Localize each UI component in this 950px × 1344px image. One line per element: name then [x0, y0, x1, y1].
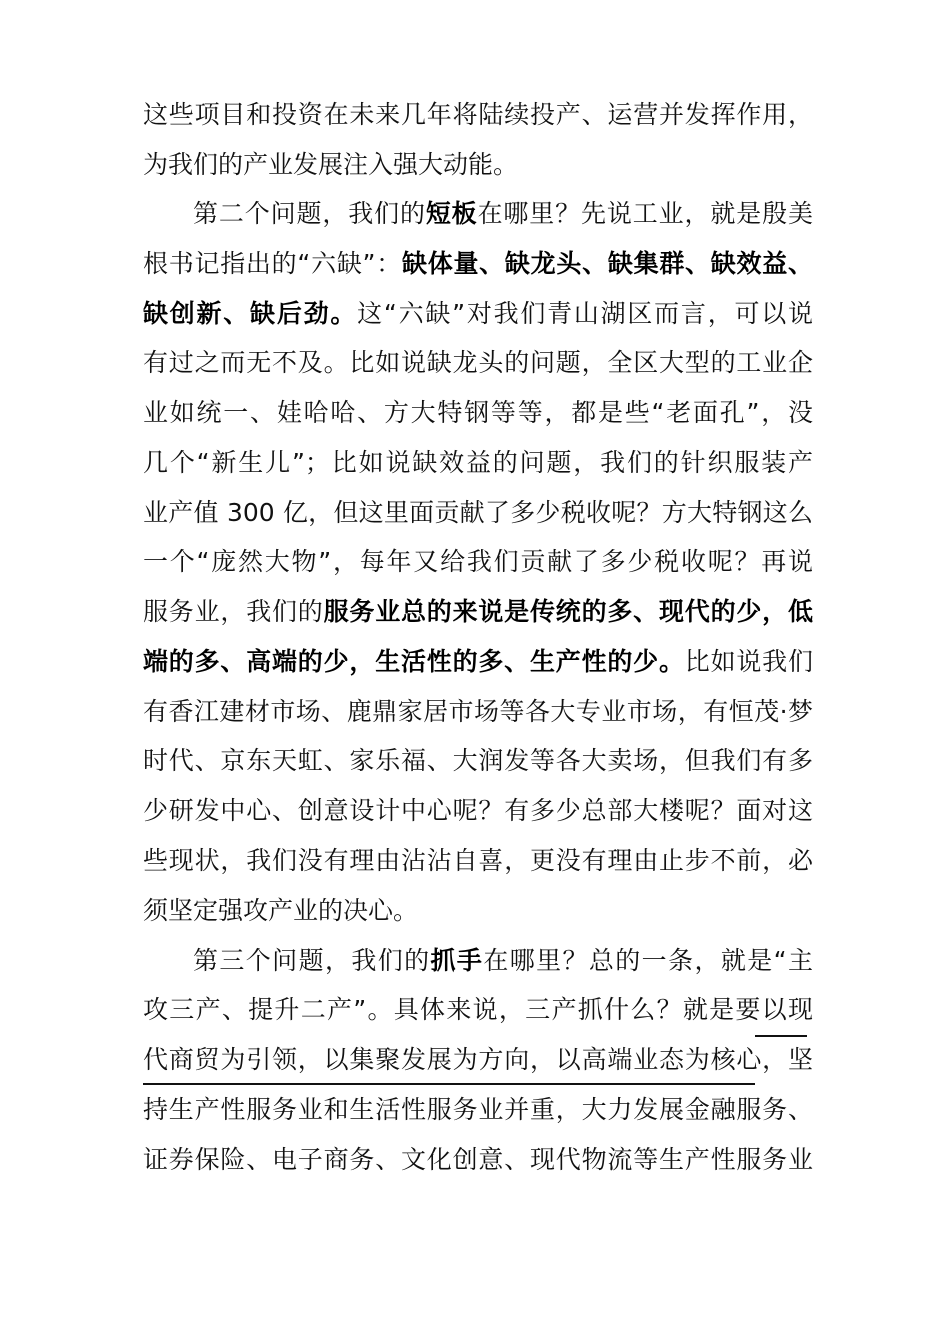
- text-run: 在哪里？总的一条，就是“主: [483, 946, 813, 975]
- text-line-7: [143, 388, 813, 438]
- bold-text-run: 缺创新、缺后劲。: [143, 299, 358, 328]
- text-line-22: [143, 1135, 813, 1185]
- bold-text-run: 端的多、高端的少，生活性的多、生产性的少。: [143, 647, 685, 676]
- underline-rule-upper: [755, 1035, 807, 1037]
- text-line-14: [143, 736, 813, 786]
- text-line-18: [193, 936, 813, 986]
- text-run: 有香江建材市场、鹿鼎家居市场等各大专业市场，有恒茂·梦: [143, 697, 813, 726]
- text-line-3: [193, 189, 813, 239]
- text-line-11: [143, 587, 813, 637]
- text-line-1: [143, 90, 813, 140]
- text-run: 业如统一、娃哈哈、方大特钢等等，都是些“老面孔”，没: [143, 398, 813, 427]
- text-line-15: [143, 786, 813, 836]
- underline-rule-lower: [143, 1083, 755, 1085]
- text-line-13: [143, 687, 813, 737]
- text-run: 证券保险、电子商务、文化创意、现代物流等生产性服务业: [143, 1145, 813, 1174]
- bold-text-run: 抓手: [430, 946, 484, 975]
- text-run: 第二个问题，我们的: [193, 199, 426, 228]
- text-run: 在哪里？先说工业，就是殷美: [477, 199, 813, 228]
- text-line-21: [143, 1085, 813, 1135]
- text-run: 根书记指出的“六缺”：: [143, 249, 402, 278]
- text-line-6: [143, 338, 813, 388]
- text-line-5: [143, 289, 813, 339]
- text-run: 业产值 300 亿，但这里面贡献了多少税收呢？方大特钢这么: [143, 498, 813, 527]
- text-run: 攻三产、提升二产”。具体来说，三产抓什么？就是要以现: [143, 995, 813, 1024]
- text-run: 须坚定强攻产业的决心。: [143, 896, 419, 925]
- bold-text-run: 服务业总的来说是传统的多、现代的少，低: [323, 597, 813, 626]
- text-line-4: [143, 239, 813, 289]
- text-run: 些现状，我们没有理由沾沾自喜，更没有理由止步不前，必: [143, 846, 813, 875]
- text-run: 几个“新生儿”；比如说缺效益的问题，我们的针织服装产: [143, 448, 813, 477]
- text-line-16: [143, 836, 813, 886]
- text-run: 这些项目和投资在未来几年将陆续投产、运营并发挥作用，: [143, 100, 813, 129]
- text-line-19: [143, 985, 813, 1035]
- text-run: 少研发中心、创意设计中心呢？有多少总部大楼呢？面对这: [143, 796, 813, 825]
- text-run: 代商贸为引领，以集聚发展为方向，以高端业态为核心，坚: [143, 1045, 813, 1074]
- text-line-12: [143, 637, 813, 687]
- text-run: 持生产性服务业和生活性服务业并重，大力发展金融服务、: [143, 1095, 813, 1124]
- text-run: 一个“庞然大物”，每年又给我们贡献了多少税收呢？再说: [143, 547, 813, 576]
- text-run: 为我们的产业发展注入强大动能。: [143, 150, 519, 179]
- text-run: 有过之而无不及。比如说缺龙头的问题，全区大型的工业企: [143, 348, 813, 377]
- text-run: 比如说我们: [684, 647, 813, 676]
- text-line-10: [143, 537, 813, 587]
- text-line-20: [143, 1035, 813, 1085]
- text-line-2: [143, 140, 813, 190]
- text-run: 服务业，我们的: [143, 597, 324, 626]
- text-run: 时代、京东天虹、家乐福、大润发等各大卖场，但我们有多: [143, 746, 813, 775]
- text-line-9: [143, 488, 813, 538]
- bold-text-run: 短板: [425, 199, 478, 228]
- text-line-17: [143, 886, 813, 936]
- text-run: 这“六缺”对我们青山湖区而言，可以说: [357, 299, 813, 328]
- text-line-8: [143, 438, 813, 488]
- text-run: 第三个问题，我们的: [193, 946, 431, 975]
- bold-text-run: 缺体量、缺龙头、缺集群、缺效益、: [401, 249, 813, 278]
